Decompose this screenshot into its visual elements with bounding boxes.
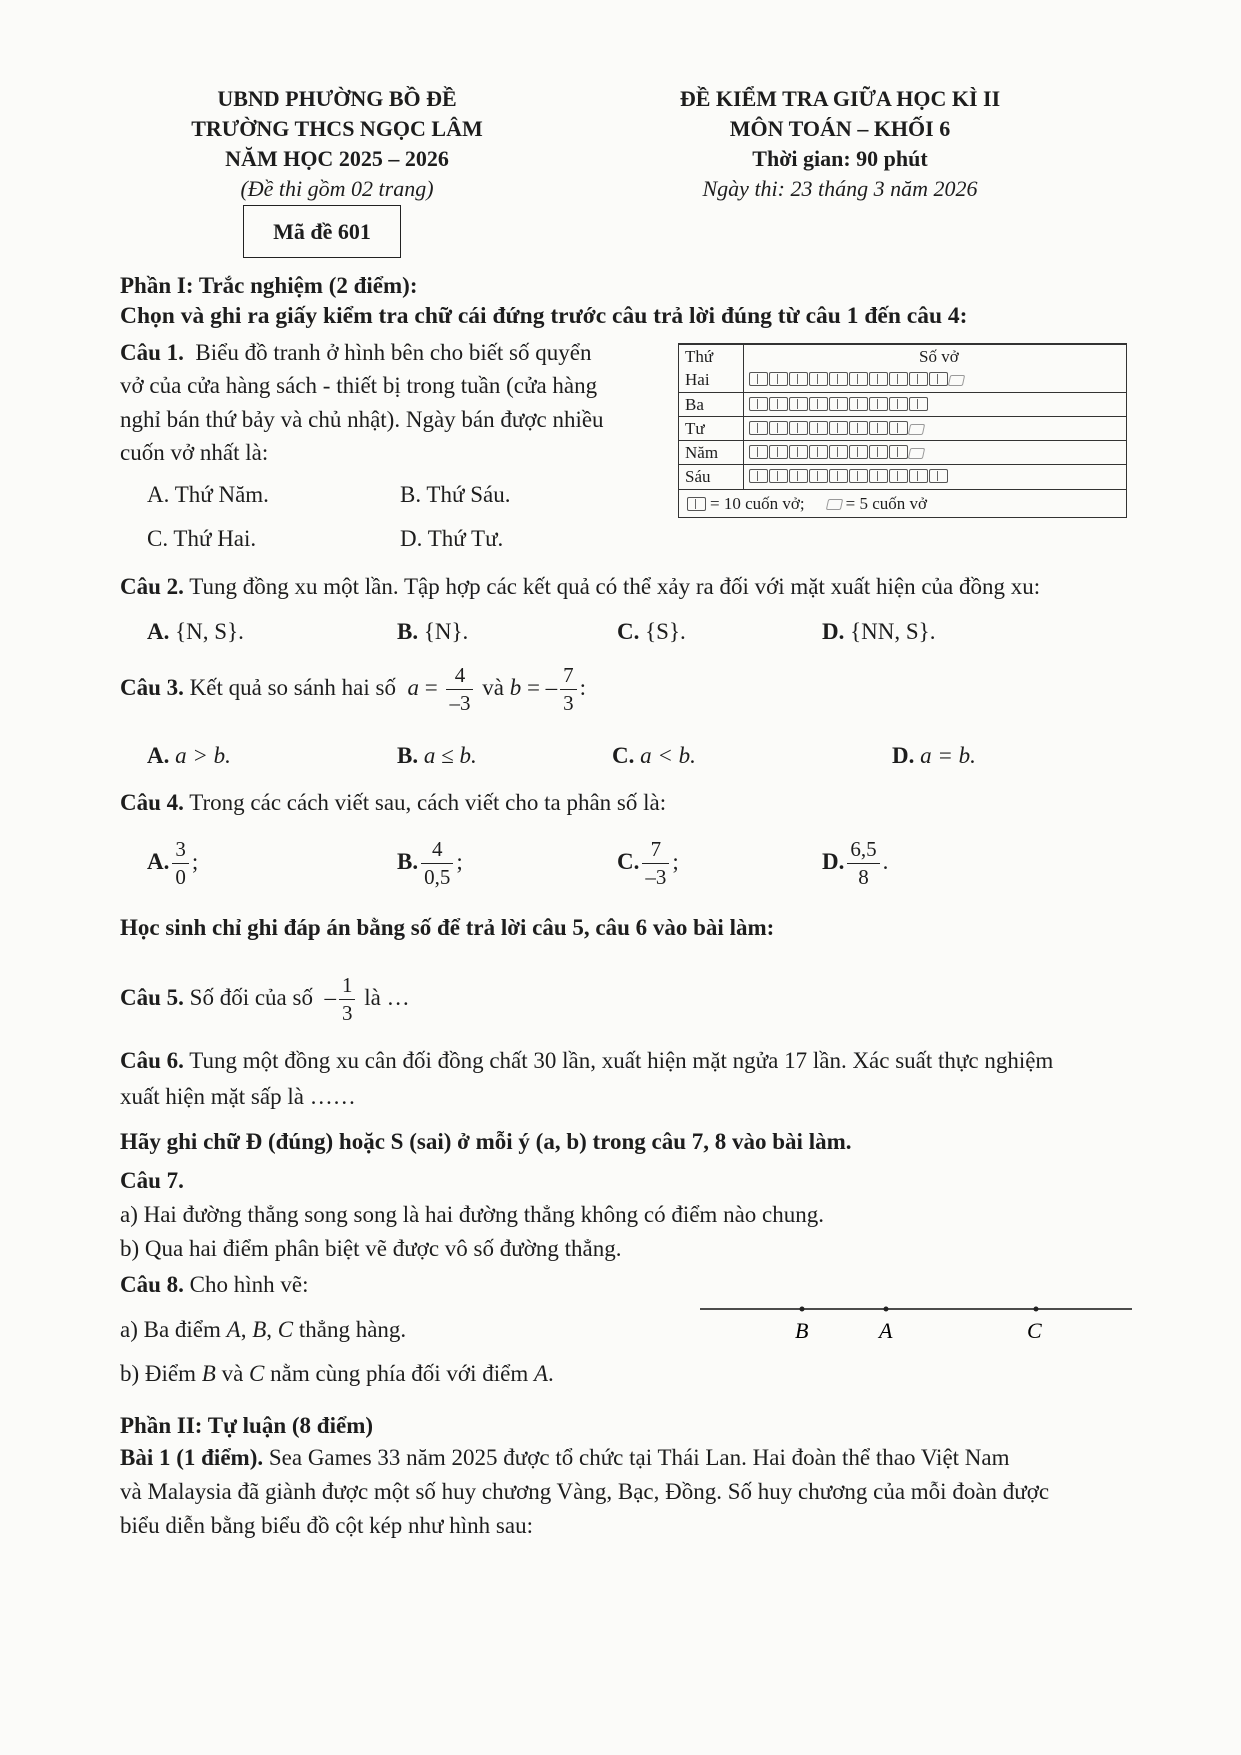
half-book-icon <box>908 448 925 459</box>
pictograph-legend-row <box>679 489 1126 517</box>
book-icon <box>929 469 948 483</box>
half-book-icon <box>948 375 965 386</box>
book-icon <box>849 397 868 411</box>
book-icon <box>769 445 788 459</box>
book-icon <box>889 445 908 459</box>
book-icon <box>889 469 908 483</box>
book-icon <box>809 372 828 386</box>
q4-line <box>120 791 666 814</box>
book-icon <box>869 469 888 483</box>
pictograph-row <box>679 392 1126 417</box>
q2-option-b: B. {N}. <box>397 619 469 644</box>
q1-line-1 <box>120 341 591 364</box>
pictograph-icons <box>749 397 928 413</box>
q3-label: Câu 3. <box>120 675 184 700</box>
pictograph-icons <box>749 372 964 388</box>
header-left-note: (Đề thi gồm 02 trang) <box>240 176 434 201</box>
pictograph-day-label: Sáu <box>685 467 711 486</box>
book-icon <box>769 421 788 435</box>
book-icon <box>749 469 768 483</box>
book-icon <box>889 421 908 435</box>
book-icon <box>809 421 828 435</box>
book-icon <box>849 372 868 386</box>
part2-title: Phần II: Tự luận (8 điểm) <box>120 1413 374 1438</box>
q1-option-b: B. Thứ Sáu. <box>400 482 511 507</box>
pictograph-day-label: Ba <box>685 395 704 414</box>
q3-option-c: C. a < b. <box>612 743 696 768</box>
q4-option-b: B. $\frac{4}{0,5}$ ; <box>397 837 463 889</box>
book-icon <box>829 397 848 411</box>
book-icon <box>809 397 828 411</box>
book-icon <box>769 469 788 483</box>
point-b-label: B <box>795 1318 809 1343</box>
pictograph-day-label: Năm <box>685 443 719 462</box>
part1-instruction: Chọn và ghi ra giấy kiểm tra chữ cái đứng trước câu trả lời đúng từ câu 1 đến câu 4: <box>120 303 968 329</box>
pictograph-row <box>679 416 1126 441</box>
book-icon <box>869 397 888 411</box>
bai1-text-1: Sea Games 33 năm 2025 được tổ chức tại Thái Lan. Hai đoàn thể thao Việt Nam <box>268 1445 1010 1470</box>
book-icon <box>829 372 848 386</box>
book-icon <box>869 421 888 435</box>
book-icon <box>909 372 928 386</box>
legend-full-label: = 10 cuốn vở; <box>710 494 805 513</box>
header-left-line-1: UBND PHƯỜNG BỒ ĐỀ <box>217 86 457 111</box>
q4-option-d: D. $\frac{6,5}{8}$ . <box>822 837 889 889</box>
q1-label: Câu 1. <box>120 340 184 365</box>
book-icon <box>849 469 868 483</box>
tf-instruction: Hãy ghi chữ Đ (đúng) hoặc S (sai) ở mỗi ý (a, b) trong câu 7, 8 vào bài làm. <box>120 1129 852 1154</box>
header-left-line-3: NĂM HỌC 2025 – 2026 <box>225 146 449 171</box>
book-icon <box>749 397 768 411</box>
book-icon <box>829 445 848 459</box>
book-icon <box>869 445 888 459</box>
book-icon <box>789 421 808 435</box>
q3-line: Câu 3. Kết quả so sánh hai số a = $\frac{4}{-3}$ và b = – $\frac{7}{3}$ : <box>120 663 587 716</box>
q4-option-c: C. $\frac{7}{-3}$ ; <box>617 837 679 889</box>
q8-line-figure <box>700 1295 1140 1355</box>
pictograph-row <box>679 440 1126 465</box>
pictograph-day-label: Tư <box>685 419 705 438</box>
q8-b: b) Điểm B và C nằm cùng phía đối với điểm A. <box>120 1361 554 1386</box>
pictograph-col-day: Thứ <box>685 347 714 366</box>
q6-text: Tung một đồng xu cân đối đồng chất 30 lần, xuất hiện mặt ngửa 17 lần. Xác suất thực nghiệm <box>189 1048 1054 1073</box>
header-right-note: Ngày thi: 23 tháng 3 năm 2026 <box>702 176 978 201</box>
book-icon <box>909 397 928 411</box>
q6-label: Câu 6. <box>120 1048 184 1073</box>
bai1-line-3: biểu diễn bằng biểu đồ cột kép như hình sau: <box>120 1513 533 1538</box>
q8-a: a) Ba điểm A, B, C thẳng hàng. <box>120 1317 407 1342</box>
q2-option-a: A. {N, S}. <box>147 619 244 644</box>
point-c-label: C <box>1027 1318 1042 1343</box>
q3-fraction-b: $\frac{7}{3}$ <box>560 662 577 717</box>
pictograph-legend <box>685 494 927 514</box>
book-icon <box>789 397 808 411</box>
q2-text: Tung đồng xu một lần. Tập hợp các kết quả có thể xảy ra đối với mặt xuất hiện của đồng xu: <box>189 574 1041 599</box>
pictograph-row <box>679 464 1126 489</box>
q3-option-b: B. a ≤ b. <box>397 743 477 768</box>
q2-label: Câu 2. <box>120 574 184 599</box>
fill-instruction: Học sinh chỉ ghi đáp án bằng số để trả lời câu 5, câu 6 vào bài làm: <box>120 915 775 940</box>
book-icon <box>849 421 868 435</box>
q6-line-1 <box>120 1049 1053 1072</box>
pictograph-col-count: Số vở <box>919 347 959 366</box>
header-right-line-1: ĐỀ KIỂM TRA GIỮA HỌC KÌ II <box>679 86 1001 111</box>
book-icon <box>829 421 848 435</box>
half-book-icon <box>908 424 925 435</box>
pictograph-header-row <box>679 344 1126 369</box>
book-icon <box>849 445 868 459</box>
q3-fraction-a: $\frac{4}{-3}$ <box>446 662 473 717</box>
book-icon <box>769 397 788 411</box>
point-c-dot <box>1034 1307 1039 1312</box>
q1-option-c: C. Thứ Hai. <box>147 526 257 551</box>
book-icon <box>869 372 888 386</box>
pictograph-icons <box>749 445 924 461</box>
q1-line-4: cuốn vở nhất là: <box>120 440 269 465</box>
legend-half-label: = 5 cuốn vở <box>845 494 927 513</box>
q4-label: Câu 4. <box>120 790 184 815</box>
book-icon <box>769 372 788 386</box>
q4-option-a: A. $\frac{3}{0}$ ; <box>147 837 199 889</box>
header-right-line-2: MÔN TOÁN – KHỐI 6 <box>729 116 951 141</box>
book-icon <box>749 372 768 386</box>
book-icon <box>809 445 828 459</box>
q3-option-d: D. a = b. <box>892 743 976 768</box>
book-icon <box>929 372 948 386</box>
bai1-line-1 <box>120 1446 1010 1469</box>
q7-label: Câu 7. <box>120 1168 184 1193</box>
pictograph-day-label: Hai <box>685 370 710 389</box>
exam-code: Mã đề 601 <box>273 219 371 244</box>
q2-option-c: C. {S}. <box>617 619 686 644</box>
point-a-label: A <box>879 1318 893 1343</box>
q5-line: Câu 5. Số đối của số – $\frac{1}{3}$ là … <box>120 973 410 1026</box>
q2-option-d: D. {NN, S}. <box>822 619 936 644</box>
exam-code-box <box>243 205 401 258</box>
book-icon <box>789 469 808 483</box>
book-icon <box>789 445 808 459</box>
q3-and: và <box>482 675 504 700</box>
book-icon <box>909 469 928 483</box>
q3-option-a: A. a > b. <box>147 743 231 768</box>
point-a-dot <box>884 1307 889 1312</box>
q8-text: Cho hình vẽ: <box>189 1272 309 1297</box>
q5-fraction: $\frac{1}{3}$ <box>339 972 356 1027</box>
q3-text: Kết quả so sánh hai số <box>189 675 396 700</box>
q5-label: Câu 5. <box>120 985 184 1010</box>
book-icon <box>749 421 768 435</box>
pictograph-icons <box>749 421 924 437</box>
book-icon <box>687 497 706 511</box>
bai1-line-2: và Malaysia đã giành được một số huy chương Vàng, Bạc, Đồng. Số huy chương của mỗi đoàn được <box>120 1479 1050 1504</box>
book-icon <box>749 445 768 459</box>
point-b-dot <box>800 1307 805 1312</box>
q1-line-3: nghỉ bán thứ bảy và chủ nhật). Ngày bán được nhiều <box>120 407 604 432</box>
q7-a: a) Hai đường thẳng song song là hai đường thẳng không có điểm nào chung. <box>120 1202 824 1227</box>
q1-text-1: Biểu đồ tranh ở hình bên cho biết số quyển <box>195 340 592 365</box>
q8-line <box>120 1273 309 1296</box>
q5-text: Số đối của số <box>189 985 313 1010</box>
q1-option-a: A. Thứ Năm. <box>147 482 269 507</box>
q4-text: Trong các cách viết sau, cách viết cho ta phân số là: <box>189 790 667 815</box>
book-icon <box>829 469 848 483</box>
q6-line-2: xuất hiện mặt sấp là …… <box>120 1084 356 1109</box>
part1-title: Phần I: Trắc nghiệm (2 điểm): <box>120 273 418 298</box>
q1-option-d: D. Thứ Tư. <box>400 526 504 551</box>
header-right-line-3: Thời gian: 90 phút <box>752 146 928 171</box>
q7-b: b) Qua hai điểm phân biệt vẽ được vô số đường thẳng. <box>120 1236 622 1261</box>
bai1-label: Bài 1 (1 điểm). <box>120 1445 264 1470</box>
pictograph-icons <box>749 469 948 485</box>
header-left-line-2: TRƯỜNG THCS NGỌC LÂM <box>191 116 483 141</box>
book-icon <box>889 397 908 411</box>
q1-line-2: vở của cửa hàng sách - thiết bị trong tuần (cửa hàng <box>120 373 598 398</box>
q5-tail: là … <box>364 985 410 1010</box>
book-icon <box>889 372 908 386</box>
pictograph-table <box>678 343 1127 518</box>
q8-label: Câu 8. <box>120 1272 184 1297</box>
half-book-icon <box>825 499 842 510</box>
book-icon <box>809 469 828 483</box>
book-icon <box>789 372 808 386</box>
q2-line <box>120 575 1040 598</box>
pictograph-row <box>679 368 1126 392</box>
